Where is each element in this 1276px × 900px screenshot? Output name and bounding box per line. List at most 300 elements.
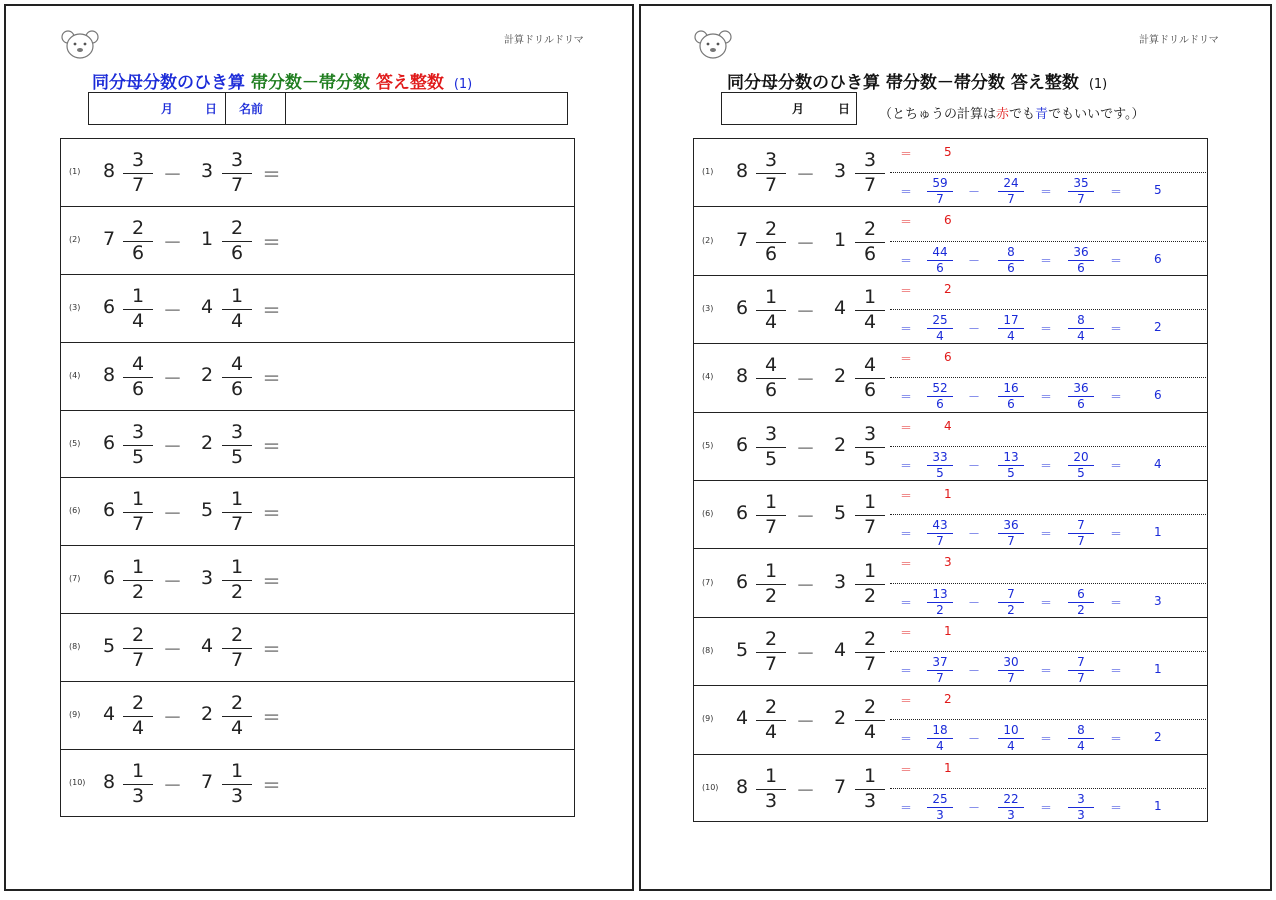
- whole-number: 6: [103, 431, 116, 454]
- work-dotted-line: [890, 377, 1206, 378]
- answer-row: [694, 686, 1207, 754]
- fraction-denominator: 7: [230, 173, 244, 196]
- worksheet-title: [92, 68, 472, 93]
- equals-sign: ＝: [900, 557, 913, 572]
- whole-number: 3: [834, 570, 847, 593]
- fraction-numerator: 2: [131, 624, 145, 647]
- answer-value: 6: [944, 350, 952, 365]
- minus-sign: －: [968, 800, 981, 815]
- problem-number: (10): [702, 782, 719, 792]
- fraction-denominator: 6: [230, 377, 244, 400]
- whole-number: 4: [201, 635, 214, 658]
- problem-number: (10): [69, 778, 86, 788]
- fraction-numerator: 3: [764, 149, 778, 172]
- answer-row: [694, 549, 1207, 617]
- answer-row: [694, 139, 1207, 207]
- fraction-denominator: 3: [936, 807, 944, 822]
- fraction-numerator: 8: [1077, 312, 1085, 327]
- problem-number: (1): [69, 166, 81, 176]
- problem-number: (7): [69, 574, 81, 584]
- fraction-denominator: 6: [936, 260, 944, 275]
- whole-number: 2: [834, 365, 847, 388]
- problem-number: (6): [69, 506, 81, 516]
- fraction-numerator: 2: [131, 692, 145, 715]
- fraction-numerator: 1: [230, 760, 244, 783]
- whole-number: 7: [103, 227, 116, 250]
- problem-number: (4): [702, 372, 714, 382]
- whole-number: 8: [103, 363, 116, 386]
- fraction-numerator: 17: [1003, 312, 1019, 327]
- fraction-numerator: 8: [1077, 723, 1085, 738]
- minus-sign: －: [796, 300, 816, 323]
- fraction-numerator: 3: [863, 422, 877, 445]
- problem-number: (2): [69, 234, 81, 244]
- equals-sign: ＝: [1110, 321, 1123, 336]
- equals-sign: ＝: [1040, 185, 1053, 200]
- minus-sign: －: [968, 663, 981, 678]
- fraction-denominator: 2: [764, 584, 778, 607]
- answer-value: 1: [944, 623, 952, 638]
- whole-number: 6: [736, 570, 749, 593]
- minus-sign: －: [163, 299, 183, 322]
- fraction-denominator: 7: [936, 670, 944, 685]
- fraction-denominator: 7: [863, 652, 877, 675]
- fraction-numerator: 37: [932, 654, 948, 669]
- problem-grid: [60, 138, 575, 817]
- fraction-numerator: 3: [230, 420, 244, 443]
- equals-sign: ＝: [262, 299, 282, 322]
- title-part: 同分母分数のひき算 帯分数－帯分数 答え整数: [727, 73, 1079, 93]
- equals-sign: ＝: [262, 367, 282, 390]
- fraction-denominator: 7: [764, 174, 778, 197]
- fraction-denominator: 3: [1007, 807, 1015, 822]
- minus-sign: －: [163, 231, 183, 254]
- fraction-denominator: 6: [764, 242, 778, 265]
- fraction-numerator: 1: [764, 764, 778, 787]
- problem-row: [61, 750, 574, 818]
- whole-number: 8: [736, 365, 749, 388]
- equals-sign: ＝: [900, 458, 913, 473]
- fraction-numerator: 2: [131, 216, 145, 239]
- fraction-denominator: 6: [764, 379, 778, 402]
- fraction-denominator: 3: [230, 785, 244, 808]
- work-dotted-line: [890, 241, 1206, 242]
- minus-sign: －: [968, 732, 981, 747]
- fraction-numerator: 7: [1077, 518, 1085, 533]
- work-dotted-line: [890, 788, 1206, 789]
- fraction-numerator: 4: [131, 352, 145, 375]
- fraction-denominator: 7: [131, 513, 145, 536]
- fraction-denominator: 7: [131, 649, 145, 672]
- equals-sign: ＝: [900, 321, 913, 336]
- fraction-numerator: 3: [131, 148, 145, 171]
- fraction-numerator: 25: [932, 791, 948, 806]
- fraction-numerator: 1: [764, 491, 778, 514]
- whole-number: 6: [736, 502, 749, 525]
- whole-number: 4: [834, 638, 847, 661]
- minus-sign: －: [796, 232, 816, 255]
- fraction-numerator: 1: [863, 559, 877, 582]
- fraction-denominator: 4: [1077, 739, 1085, 754]
- problem-row: [61, 139, 574, 207]
- problem-number: (7): [702, 577, 714, 587]
- fraction-denominator: 7: [1077, 534, 1085, 549]
- fraction-denominator: 7: [1077, 192, 1085, 207]
- fraction-denominator: 6: [1077, 397, 1085, 412]
- whole-number: 2: [201, 703, 214, 726]
- fraction-denominator: 7: [1077, 670, 1085, 685]
- fraction-denominator: 4: [131, 309, 145, 332]
- equals-sign: ＝: [1040, 527, 1053, 542]
- minus-sign: －: [163, 435, 183, 458]
- fraction-numerator: 1: [863, 491, 877, 514]
- equals-sign: ＝: [1040, 458, 1053, 473]
- equals-sign: ＝: [1040, 390, 1053, 405]
- fraction-denominator: 7: [131, 173, 145, 196]
- equals-sign: ＝: [900, 352, 913, 367]
- fraction-denominator: 4: [936, 328, 944, 343]
- fraction-numerator: 1: [863, 764, 877, 787]
- minus-sign: －: [163, 163, 183, 186]
- month-label: 月: [161, 102, 174, 116]
- minus-sign: －: [796, 164, 816, 187]
- result-value: 5: [1154, 183, 1162, 198]
- fraction-denominator: 2: [863, 584, 877, 607]
- fraction-numerator: 2: [764, 217, 778, 240]
- fraction-numerator: 24: [1003, 176, 1019, 191]
- date-name-box: [88, 92, 568, 125]
- work-dotted-line: [890, 514, 1206, 515]
- fraction-numerator: 6: [1077, 586, 1085, 601]
- fraction-denominator: 7: [230, 513, 244, 536]
- fraction-denominator: 3: [764, 789, 778, 812]
- result-value: 3: [1154, 593, 1162, 608]
- answer-row: [694, 413, 1207, 481]
- problem-number: (2): [702, 235, 714, 245]
- work-dotted-line: [890, 309, 1206, 310]
- equals-sign: ＝: [900, 762, 913, 777]
- minus-sign: －: [968, 185, 981, 200]
- whole-number: 1: [834, 228, 847, 251]
- minus-sign: －: [968, 458, 981, 473]
- whole-number: 3: [201, 159, 214, 182]
- fraction-numerator: 1: [131, 284, 145, 307]
- whole-number: 4: [736, 707, 749, 730]
- problem-number: (5): [702, 440, 714, 450]
- title-part: 答え整数: [375, 73, 444, 93]
- equals-sign: ＝: [262, 775, 282, 798]
- fraction-denominator: 5: [936, 465, 944, 480]
- equals-sign: ＝: [1110, 800, 1123, 815]
- problem-row: [61, 546, 574, 614]
- equals-sign: ＝: [900, 420, 913, 435]
- minus-sign: －: [796, 506, 816, 529]
- equals-sign: ＝: [900, 253, 913, 268]
- equals-sign: ＝: [900, 147, 913, 161]
- equals-sign: ＝: [1040, 253, 1053, 268]
- bear-logo-icon: [693, 28, 733, 60]
- problem-row: [61, 614, 574, 682]
- fraction-denominator: 4: [936, 739, 944, 754]
- fraction-denominator: 2: [1007, 602, 1015, 617]
- problem-number: (8): [69, 642, 81, 652]
- whole-number: 7: [201, 771, 214, 794]
- whole-number: 3: [201, 567, 214, 590]
- fraction-numerator: 16: [1003, 381, 1019, 396]
- result-value: 2: [1154, 730, 1162, 745]
- fraction-denominator: 7: [936, 534, 944, 549]
- fraction-denominator: 4: [1007, 328, 1015, 343]
- fraction-denominator: 7: [1007, 534, 1015, 549]
- month-label: 月: [792, 102, 805, 116]
- fraction-numerator: 1: [131, 488, 145, 511]
- fraction-denominator: 6: [1077, 260, 1085, 275]
- fraction-denominator: 7: [764, 516, 778, 539]
- whole-number: 6: [736, 296, 749, 319]
- equals-sign: ＝: [1040, 663, 1053, 678]
- equals-sign: ＝: [1040, 732, 1053, 747]
- equals-sign: ＝: [1040, 321, 1053, 336]
- minus-sign: －: [163, 707, 183, 730]
- equals-sign: ＝: [900, 527, 913, 542]
- problem-row: [61, 682, 574, 750]
- answer-title: [727, 68, 1107, 93]
- problem-row: [61, 275, 574, 343]
- title-part: 帯分数－帯分数: [250, 73, 376, 93]
- note-part: （とちゅうの計算は: [879, 107, 997, 122]
- fraction-numerator: 1: [230, 284, 244, 307]
- minus-sign: －: [796, 642, 816, 665]
- minus-sign: －: [796, 437, 816, 460]
- whole-number: 7: [736, 228, 749, 251]
- problem-row: [61, 343, 574, 411]
- problem-number: (6): [702, 509, 714, 519]
- fraction-numerator: 22: [1003, 791, 1019, 806]
- fraction-numerator: 3: [131, 420, 145, 443]
- minus-sign: －: [163, 639, 183, 662]
- note-part: でもいいです。）: [1048, 107, 1145, 122]
- fraction-numerator: 2: [764, 696, 778, 719]
- result-value: 2: [1154, 319, 1162, 334]
- whole-number: 2: [201, 431, 214, 454]
- answer-value: 1: [944, 760, 952, 775]
- fraction-numerator: 52: [932, 381, 948, 396]
- fraction-denominator: 6: [131, 241, 145, 264]
- equals-sign: ＝: [1110, 732, 1123, 747]
- answer-value: 3: [944, 555, 952, 570]
- day-label: 日: [205, 102, 218, 116]
- brand-label: 計算ドリルドリマ: [1139, 35, 1219, 46]
- fraction-numerator: 2: [863, 217, 877, 240]
- work-dotted-line: [890, 446, 1206, 447]
- problem-row: [61, 207, 574, 275]
- fraction-numerator: 1: [764, 559, 778, 582]
- fraction-numerator: 20: [1073, 449, 1089, 464]
- whole-number: 7: [834, 775, 847, 798]
- equals-sign: ＝: [1040, 800, 1053, 815]
- fraction-denominator: 5: [1077, 465, 1085, 480]
- fraction-denominator: 6: [1007, 260, 1015, 275]
- fraction-numerator: 4: [764, 354, 778, 377]
- fraction-denominator: 4: [1007, 739, 1015, 754]
- fraction-numerator: 2: [230, 624, 244, 647]
- problem-row: [61, 411, 574, 479]
- equals-sign: ＝: [262, 231, 282, 254]
- equals-sign: ＝: [1110, 527, 1123, 542]
- result-value: 6: [1154, 251, 1162, 266]
- minus-sign: －: [796, 779, 816, 802]
- result-value: 1: [1154, 661, 1162, 676]
- minus-sign: －: [968, 390, 981, 405]
- answer-value: 2: [944, 692, 952, 707]
- fraction-denominator: 3: [131, 785, 145, 808]
- fraction-numerator: 44: [932, 244, 948, 259]
- whole-number: 5: [736, 638, 749, 661]
- answer-value: 6: [944, 213, 952, 228]
- fraction-denominator: 5: [131, 445, 145, 468]
- equals-sign: ＝: [262, 435, 282, 458]
- answer-page: [639, 4, 1272, 891]
- whole-number: 8: [736, 775, 749, 798]
- fraction-numerator: 43: [932, 518, 948, 533]
- fraction-numerator: 1: [131, 760, 145, 783]
- whole-number: 5: [103, 635, 116, 658]
- problem-number: (9): [69, 710, 81, 720]
- fraction-denominator: 7: [863, 516, 877, 539]
- fraction-denominator: 5: [230, 445, 244, 468]
- fraction-numerator: 2: [230, 692, 244, 715]
- fraction-numerator: 2: [863, 696, 877, 719]
- fraction-denominator: 7: [764, 652, 778, 675]
- fraction-numerator: 36: [1073, 381, 1089, 396]
- fraction-denominator: 7: [230, 649, 244, 672]
- fraction-denominator: 5: [863, 447, 877, 470]
- problem-number: (4): [69, 370, 81, 380]
- equals-sign: ＝: [262, 707, 282, 730]
- fraction-denominator: 4: [863, 721, 877, 744]
- fraction-denominator: 6: [1007, 397, 1015, 412]
- equals-sign: ＝: [1110, 595, 1123, 610]
- fraction-denominator: 7: [936, 192, 944, 207]
- answer-row: [694, 755, 1207, 823]
- fraction-denominator: 4: [764, 721, 778, 744]
- minus-sign: －: [163, 571, 183, 594]
- fraction-denominator: 4: [230, 717, 244, 740]
- problem-number: (3): [702, 303, 714, 313]
- equals-sign: ＝: [262, 163, 282, 186]
- equals-sign: ＝: [900, 663, 913, 678]
- whole-number: 4: [103, 703, 116, 726]
- equals-sign: ＝: [1110, 390, 1123, 405]
- fraction-denominator: 2: [131, 581, 145, 604]
- fraction-numerator: 25: [932, 312, 948, 327]
- answer-value: 4: [944, 418, 952, 433]
- fraction-denominator: 4: [863, 310, 877, 333]
- fraction-numerator: 1: [764, 285, 778, 308]
- fraction-denominator: 7: [1007, 670, 1015, 685]
- problem-number: (8): [702, 645, 714, 655]
- fraction-numerator: 1: [131, 556, 145, 579]
- brand-label: 計算ドリルドリマ: [504, 35, 584, 46]
- whole-number: 4: [201, 295, 214, 318]
- problem-number: (3): [69, 302, 81, 312]
- fraction-numerator: 3: [1077, 791, 1085, 806]
- equals-sign: ＝: [1110, 253, 1123, 268]
- answer-row: [694, 344, 1207, 412]
- minus-sign: －: [796, 369, 816, 392]
- equals-sign: ＝: [1110, 458, 1123, 473]
- whole-number: 8: [103, 159, 116, 182]
- answer-row: [694, 618, 1207, 686]
- fraction-denominator: 2: [936, 602, 944, 617]
- minus-sign: －: [968, 253, 981, 268]
- fraction-denominator: 5: [1007, 465, 1015, 480]
- fraction-numerator: 7: [1007, 586, 1015, 601]
- minus-sign: －: [163, 775, 183, 798]
- fraction-denominator: 6: [863, 379, 877, 402]
- fraction-denominator: 4: [131, 717, 145, 740]
- whole-number: 5: [201, 499, 214, 522]
- fraction-numerator: 3: [764, 422, 778, 445]
- equals-sign: ＝: [900, 185, 913, 200]
- equals-sign: ＝: [900, 489, 913, 503]
- note-part: 赤: [996, 107, 1010, 122]
- whole-number: 4: [834, 296, 847, 319]
- equals-sign: ＝: [900, 390, 913, 405]
- equals-sign: ＝: [262, 571, 282, 594]
- result-value: 1: [1154, 525, 1162, 540]
- fraction-denominator: 2: [1077, 602, 1085, 617]
- equals-sign: ＝: [900, 694, 913, 709]
- minus-sign: －: [163, 503, 183, 526]
- equals-sign: ＝: [1040, 595, 1053, 610]
- title-part: 同分母分数のひき算: [92, 73, 251, 93]
- problem-number: (5): [69, 438, 81, 448]
- fraction-numerator: 33: [932, 449, 948, 464]
- fraction-denominator: 4: [1077, 328, 1085, 343]
- answer-value: 2: [944, 281, 952, 296]
- fraction-numerator: 3: [230, 148, 244, 171]
- fraction-denominator: 3: [1077, 807, 1085, 822]
- fraction-numerator: 10: [1003, 723, 1019, 738]
- minus-sign: －: [968, 321, 981, 336]
- fraction-denominator: 4: [230, 309, 244, 332]
- name-label: 名前: [239, 102, 264, 116]
- equals-sign: ＝: [262, 639, 282, 662]
- whole-number: 2: [201, 363, 214, 386]
- fraction-numerator: 4: [863, 354, 877, 377]
- fraction-numerator: 4: [230, 352, 244, 375]
- minus-sign: －: [968, 595, 981, 610]
- whole-number: 1: [201, 227, 214, 250]
- work-dotted-line: [890, 651, 1206, 652]
- equals-sign: ＝: [900, 215, 913, 230]
- equals-sign: ＝: [900, 732, 913, 747]
- fraction-numerator: 1: [230, 488, 244, 511]
- fraction-denominator: 7: [1007, 192, 1015, 207]
- sheet-number: (1): [1088, 77, 1108, 92]
- whole-number: 6: [736, 433, 749, 456]
- fraction-numerator: 2: [764, 627, 778, 650]
- answer-row: [694, 276, 1207, 344]
- worksheet-page: [4, 4, 634, 891]
- bear-logo-icon: [60, 28, 100, 60]
- work-dotted-line: [890, 172, 1206, 173]
- fraction-numerator: 3: [863, 149, 877, 172]
- result-value: 4: [1154, 456, 1162, 471]
- equals-sign: ＝: [1110, 663, 1123, 678]
- equals-sign: ＝: [900, 283, 913, 298]
